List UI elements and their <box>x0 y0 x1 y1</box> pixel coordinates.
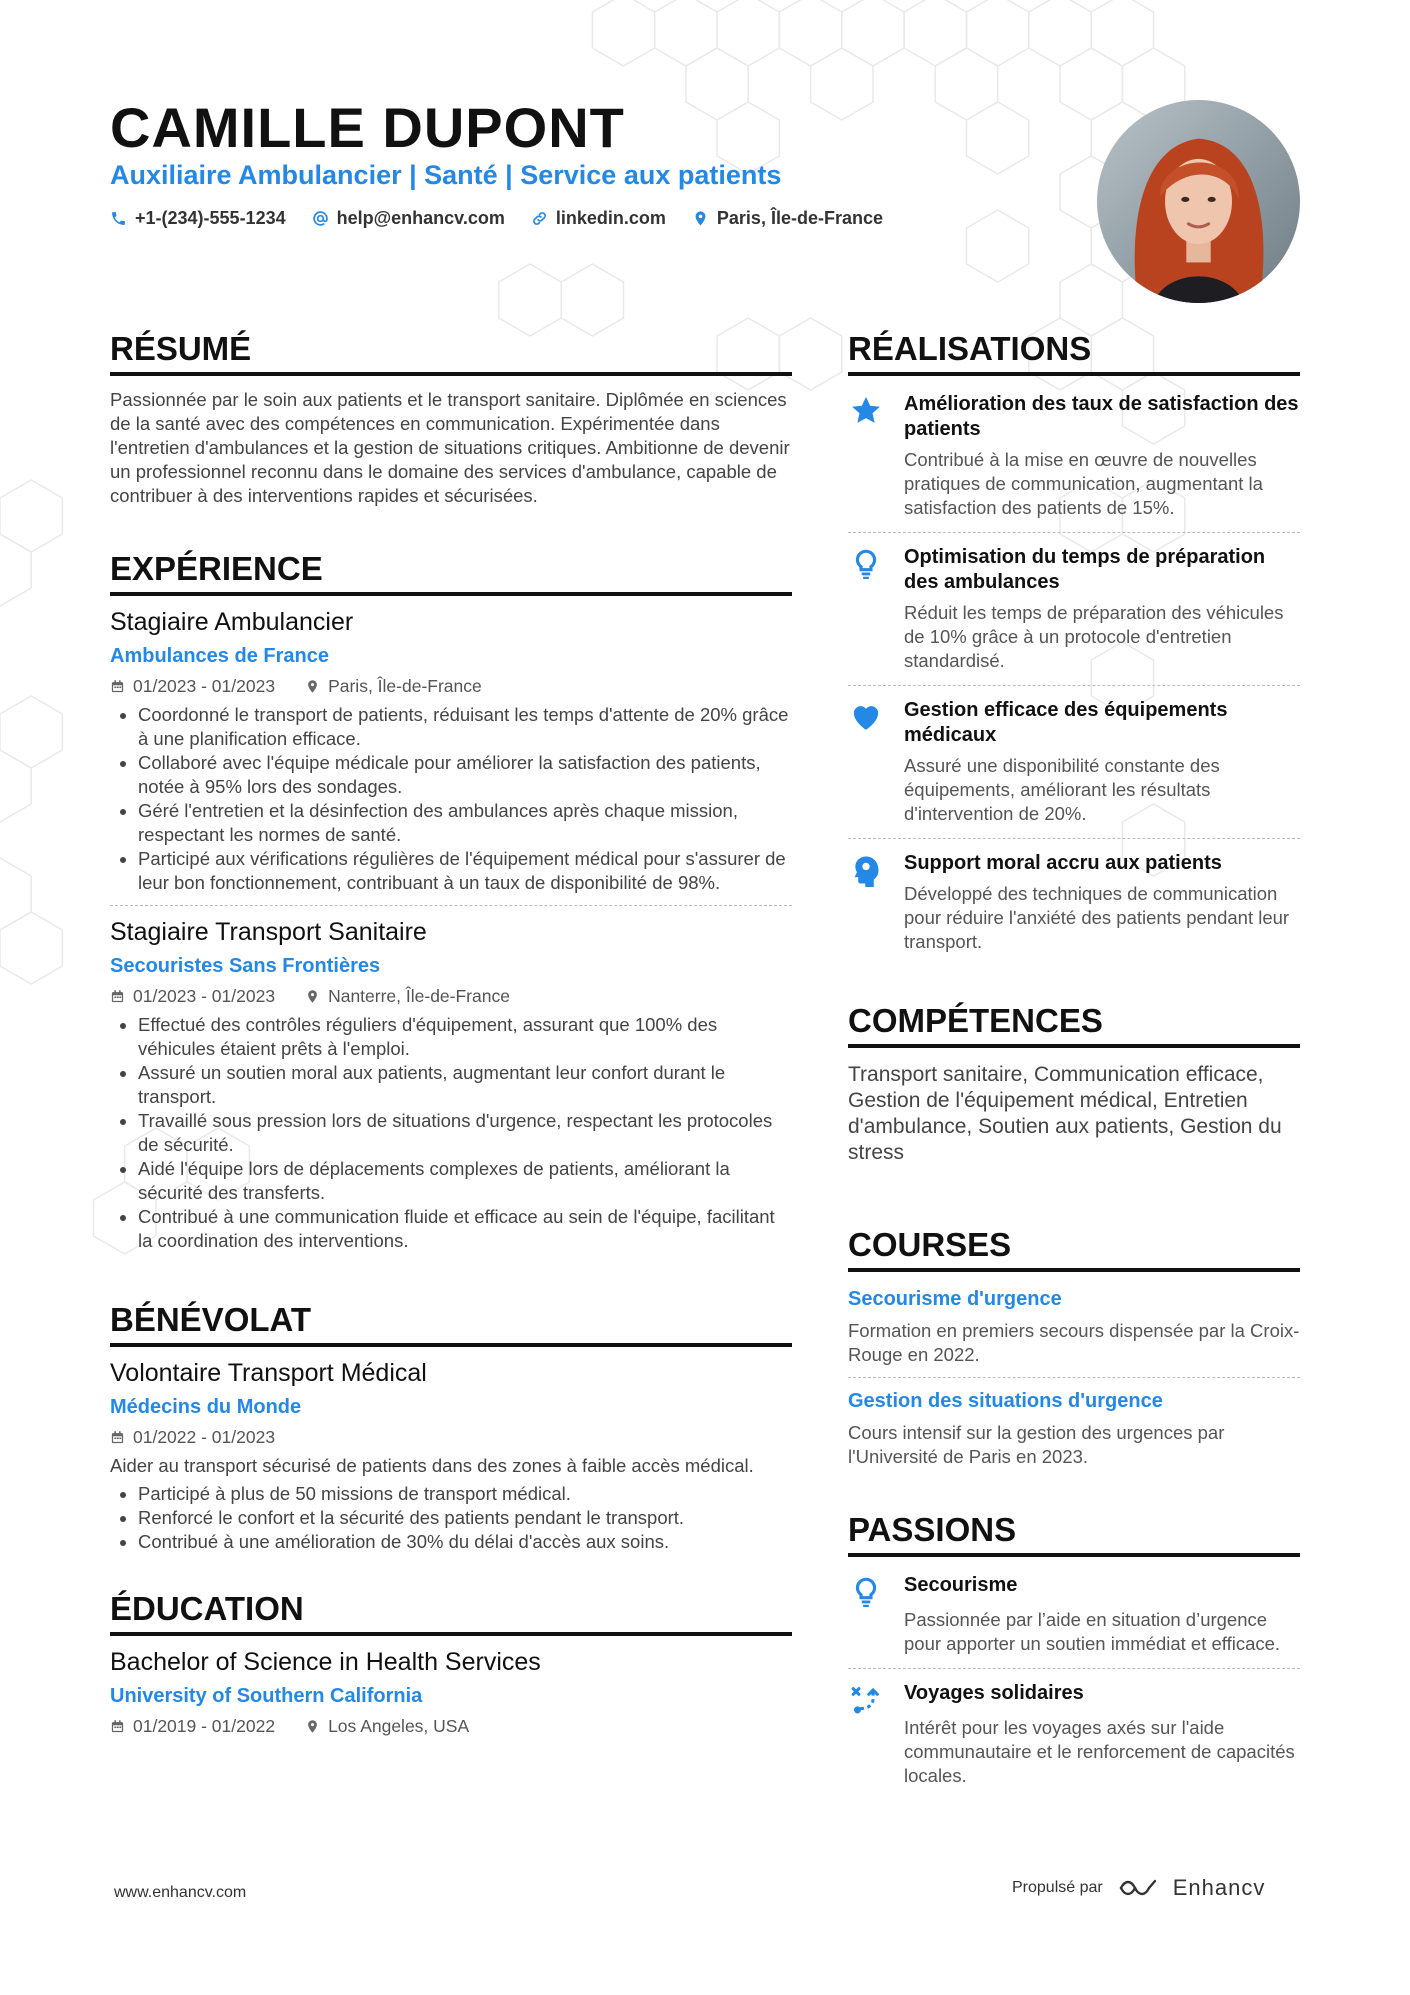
achievement-item <box>848 532 1300 685</box>
profile-photo <box>1097 100 1300 303</box>
star-icon <box>849 394 883 428</box>
footer-powered-label: Propulsé par <box>1012 1879 1103 1896</box>
skills-section <box>848 1002 1300 1166</box>
job-bullets <box>110 703 792 895</box>
course-title: Gestion des situations d'urgence <box>848 1390 1163 1412</box>
volunteer-item <box>110 1359 792 1554</box>
bullet-item: • Renforcé le confort et la sécurité des patients pendant le transport. <box>138 1506 792 1530</box>
education-section <box>110 1590 792 1753</box>
volunteer-role: Volontaire Transport Médical <box>110 1359 427 1387</box>
passion-desc: Passionnée par l’aide en situation d’urgence pour apporter un soutien immédiat et efficace. <box>904 1609 1281 1654</box>
education-dates <box>110 1716 275 1737</box>
achievement-title: Optimisation du temps de préparation des ambulances <box>904 546 1266 593</box>
right-column <box>848 330 1300 1840</box>
at-icon <box>312 210 329 227</box>
section-title-skills: COMPÉTENCES <box>848 1002 1300 1048</box>
education-dates-text: 01/2019 - 01/2022 <box>133 1716 276 1736</box>
achievements-section <box>848 330 1300 966</box>
passion-item <box>848 1561 1300 1668</box>
section-title-courses: COURSES <box>848 1226 1300 1272</box>
course-desc: Formation en premiers secours dispensée par la Croix-Rouge en 2022. <box>848 1320 1300 1365</box>
passion-title: Secourisme <box>904 1574 1018 1596</box>
job-dates-text: 01/2023 - 01/2023 <box>133 676 276 696</box>
bullet-item: • Aidé l'équipe lors de déplacements complexes de patients, améliorant la sécurité des transferts. <box>138 1157 792 1205</box>
experience-section <box>110 550 792 1263</box>
job-company: Ambulances de France <box>110 645 329 667</box>
calendar-icon <box>110 679 125 694</box>
section-title-experience: EXPÉRIENCE <box>110 550 792 596</box>
contact-email-text: help@enhancv.com <box>336 208 505 228</box>
job-dates-text: 01/2023 - 01/2023 <box>133 986 276 1006</box>
contact-phone-text: +1-(234)-555-1234 <box>135 208 286 228</box>
course-item <box>848 1377 1300 1479</box>
link-icon <box>531 210 548 227</box>
passion-desc: Intérêt pour les voyages axés sur l'aide communautaire et le renforcement de capacités locales. <box>904 1717 1295 1786</box>
passions-section <box>848 1511 1300 1800</box>
location-pin-icon <box>305 679 320 694</box>
achievement-item <box>848 380 1300 532</box>
candidate-name: CAMILLE DUPONT <box>110 96 625 159</box>
enhancv-logo-icon <box>1117 1876 1163 1900</box>
job-location <box>305 986 510 1007</box>
bullet-item: • Contribué à une communication fluide et efficace au sein de l'équipe, facilitant la coordination des interventions. <box>138 1205 792 1253</box>
courses-section <box>848 1226 1300 1479</box>
achievement-title: Support moral accru aux patients <box>904 852 1222 874</box>
footer-website[interactable]: www.enhancv.com <box>114 1884 247 1901</box>
job-location-text: Paris, Île-de-France <box>328 676 482 696</box>
bullet-item: • Assuré un soutien moral aux patients, augmentant leur confort durant le transport. <box>138 1061 792 1109</box>
section-title-passions: PASSIONS <box>848 1511 1300 1557</box>
contact-linkedin-text: linkedin.com <box>555 208 666 228</box>
achievement-desc: Développé des techniques de communication pour réduire l'anxiété des patients pendant leur transport. <box>904 883 1290 952</box>
bullet-item: • Participé à plus de 50 missions de transport médical. <box>138 1482 792 1506</box>
volunteer-meta <box>110 1427 792 1448</box>
location-pin-icon <box>305 989 320 1004</box>
head-icon <box>849 853 883 887</box>
volunteer-org: Médecins du Monde <box>110 1396 302 1418</box>
passion-item <box>848 1668 1300 1800</box>
left-column <box>110 330 792 1793</box>
contact-location-text: Paris, Île-de-France <box>716 208 883 228</box>
job-location <box>305 676 482 697</box>
achievement-title: Amélioration des taux de satisfaction des patients <box>904 393 1299 440</box>
job-dates <box>110 986 275 1007</box>
achievement-item <box>848 838 1300 966</box>
contact-phone[interactable] <box>110 208 286 229</box>
bullet-item: • Participé aux vérifications régulières de l'équipement médical pour s'assurer de leur bon fonctionnement, contribuant à un taux de disponibilité de 98%. <box>138 847 792 895</box>
location-pin-icon <box>305 1719 320 1734</box>
volunteer-section <box>110 1301 792 1554</box>
job-title: Stagiaire Ambulancier <box>110 608 354 636</box>
route-icon <box>849 1683 883 1717</box>
section-title-education: ÉDUCATION <box>110 1590 792 1636</box>
volunteer-description: Aider au transport sécurisé de patients dans des zones à faible accès médical. <box>110 1455 754 1476</box>
heart-icon <box>849 700 883 734</box>
contact-email[interactable] <box>312 208 505 229</box>
bullet-item: • Coordonné le transport de patients, réduisant les temps d'attente de 20% grâce à une planification efficace. <box>138 703 792 751</box>
footer-brand[interactable] <box>1117 1875 1266 1901</box>
section-title-resume: RÉSUMÉ <box>110 330 792 376</box>
job-company: Secouristes Sans Frontières <box>110 955 381 977</box>
volunteer-dates-text: 01/2022 - 01/2023 <box>133 1427 276 1447</box>
skills-list: Transport sanitaire, Communication efficace, Gestion de l'équipement médical, Entretien d'ambulance, Soutien aux patients, Gestion du stress <box>848 1063 1282 1164</box>
passion-title: Voyages solidaires <box>904 1682 1084 1704</box>
contact-location <box>692 208 883 229</box>
volunteer-bullets <box>110 1482 792 1554</box>
job-dates <box>110 676 275 697</box>
education-school: University of Southern California <box>110 1685 423 1707</box>
bullet-item: • Travaillé sous pression lors de situations d'urgence, respectant les protocoles de sécurité. <box>138 1109 792 1157</box>
footer-branding <box>1012 1875 1265 1901</box>
lightbulb-icon <box>849 547 883 581</box>
achievement-desc: Réduit les temps de préparation des véhicules de 10% grâce à un protocole d'entretien standardisé. <box>904 602 1284 671</box>
education-degree: Bachelor of Science in Health Services <box>110 1648 541 1676</box>
footer-brand-name: Enhancv <box>1172 1875 1266 1900</box>
contact-list <box>110 208 883 229</box>
calendar-icon <box>110 989 125 1004</box>
achievement-title: Gestion efficace des équipements médicaux <box>904 699 1228 746</box>
resume-summary: Passionnée par le soin aux patients et le transport sanitaire. Diplômée en sciences de la santé avec des compétences en communication. Expérimentée dans l'entretien d'ambulances et la gestion de situations critiques. Ambitionne de devenir un professionnel reconnu dans le domaine des services d'ambulance, capable de contribuer à des interventions rapides et sécurisées. <box>110 389 790 506</box>
candidate-headline: Auxiliaire Ambulancier | Santé | Service aux patients <box>110 160 782 190</box>
education-location <box>305 1716 469 1737</box>
job-title: Stagiaire Transport Sanitaire <box>110 918 427 946</box>
lightbulb-icon <box>849 1575 883 1609</box>
achievement-desc: Contribué à la mise en œuvre de nouvelles pratiques de communication, augmentant la satisfaction des patients de 15%. <box>904 449 1263 518</box>
bullet-item: • Collaboré avec l'équipe médicale pour améliorer la satisfaction des patients, notée à 95% lors des sondages. <box>138 751 792 799</box>
resume-section <box>110 330 792 508</box>
course-title: Secourisme d'urgence <box>848 1288 1062 1310</box>
volunteer-dates <box>110 1427 275 1448</box>
section-title-achievements: RÉALISATIONS <box>848 330 1300 376</box>
education-meta <box>110 1716 792 1737</box>
achievement-desc: Assuré une disponibilité constante des équipements, améliorant les résultats d'intervention de 20%. <box>904 755 1220 824</box>
calendar-icon <box>110 1430 125 1445</box>
course-desc: Cours intensif sur la gestion des urgences par l'Université de Paris en 2023. <box>848 1422 1225 1467</box>
achievement-item <box>848 685 1300 838</box>
job-bullets <box>110 1013 792 1253</box>
phone-icon <box>110 210 127 227</box>
location-pin-icon <box>692 210 709 227</box>
experience-item <box>110 608 792 905</box>
course-item <box>848 1284 1300 1377</box>
contact-linkedin[interactable] <box>531 208 666 229</box>
section-title-volunteer: BÉNÉVOLAT <box>110 1301 792 1347</box>
education-item <box>110 1648 792 1753</box>
bullet-item: • Effectué des contrôles réguliers d'équipement, assurant que 100% des véhicules étaient prêts à l'emploi. <box>138 1013 792 1061</box>
bullet-item: • Géré l'entretien et la désinfection des ambulances après chaque mission, respectant les normes de santé. <box>138 799 792 847</box>
experience-item <box>110 905 792 1263</box>
bullet-item: • Contribué à une amélioration de 30% du délai d'accès aux soins. <box>138 1530 792 1554</box>
job-location-text: Nanterre, Île-de-France <box>328 986 510 1006</box>
calendar-icon <box>110 1719 125 1734</box>
education-location-text: Los Angeles, USA <box>328 1716 470 1736</box>
job-meta <box>110 676 792 697</box>
job-meta <box>110 986 792 1007</box>
